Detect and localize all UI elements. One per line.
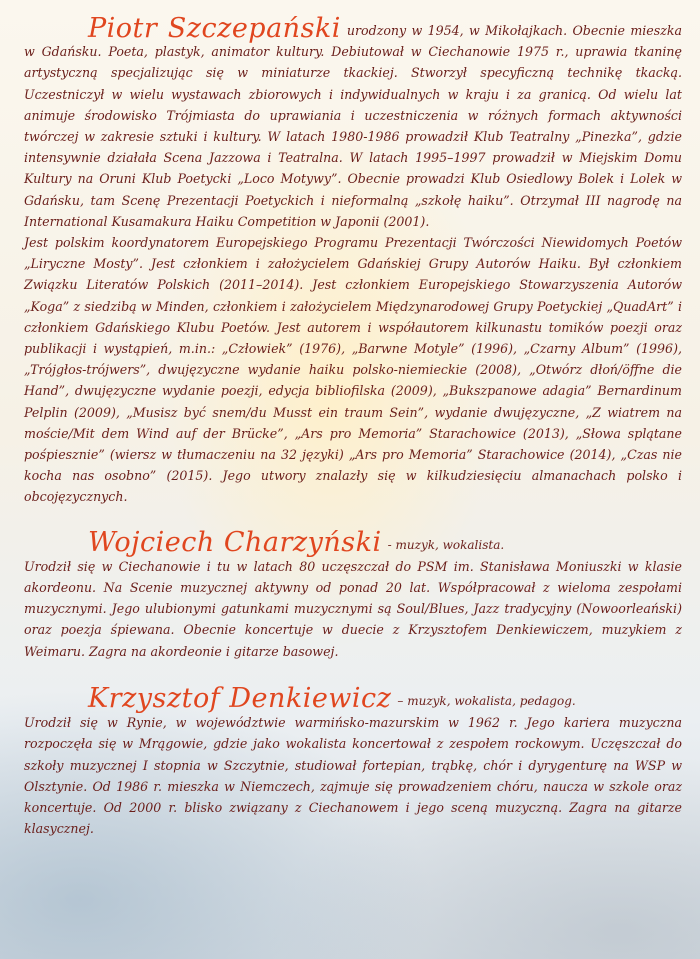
bio-piotr-szczepanski xyxy=(24,13,682,508)
person-name: Krzysztof Denkiewicz xyxy=(88,682,392,714)
bio-heading xyxy=(24,526,682,558)
bio-text: Urodził się w Rynie, w województwie warmińsko-mazurskim w 1962 r. Jego kariera muzyczna rozpoczęła się w Mrągowie, gdzie jako wokalista koncertował z zespołem rockowym. Uczęszczał do szkoły muzycznej I stopnia w Szczytnie, studiował fortepian, trąbkę, chór i dyrygenturę na WSP w Olsztynie. Od 1986 r. mieszka w Niemczech, zajmuje się prowadzeniem chóru, naucza w szkole oraz koncertuje. Od 2000 r. blisko związany z Ciechanowem i jego sceną muzyczną. Zagra na gitarze klasycznej. xyxy=(24,715,682,837)
person-name: Wojciech Charzyński xyxy=(88,526,382,558)
bio-heading xyxy=(24,682,682,714)
bio-krzysztof-denkiewicz xyxy=(24,682,682,839)
person-role: – muzyk, wokalista, pedagog. xyxy=(397,693,576,708)
bio-text: urodzony w 1954, w Mikołajkach. Obecnie mieszka w Gdańsku. Poeta, plastyk, animator kultury. Debiutował w Ciechanowie 1975 r., uprawia tkaninę artystyczną specjalizując się w miniaturze tkackiej. Stworzył specyficzną technikę tkacką. Uczestniczył w wielu wystawach zbiorowych i indywidualnych w kraju i za granicą. Od wielu lat animuje środowisko Trójmiasta do uprawiania i uczestniczenia w różnych formach aktywności twórczej w zakresie sztuki i kultury. W latach 1980-1986 prowadził Klub Teatralny „Pinezka”, gdzie intensywnie działała Scena Jazzowa i Teatralna. W latach 1995–1997 prowadził w Miejskim Domu Kultury na Oruni Klub Poetycki „Loco Motywy”. Obecnie prowadzi Klub Osiedlowy Bolek i Lolek w Gdańsku, tam Scenę Prezentacji Poetyckich i nieformalną „szkołę haiku”. Otrzymał III nagrodę na International Kusamakura Haiku Competition w Japonii (2001). xyxy=(24,23,682,229)
document-body xyxy=(24,13,682,839)
bio-paragraph-2: Jest polskim koordynatorem Europejskiego Programu Prezentacji Twórczości Niewidomych Poetów „Liryczne Mosty”. Jest członkiem i założycielem Gdańskiej Grupy Autorów Haiku. Był członkiem Związku Literatów Polskich (2011–2014). Jest członkiem Europejskiego Stowarzyszenia Autorów „Koga” z siedzibą w Minden, członkiem i założycielem Międzynarodowej Grupy Poetyckiej „QuadArt” i członkiem Gdańskiego Klubu Poetów. Jest autorem i współautorem kilkunastu tomików poezji oraz publikacji i wystąpień, m.in.: „Człowiek” (1976), „Barwne Motyle” (1996), „Czarny Album” (1996), „Trójgłos-trójwers”, dwujęzyczne wydanie haiku polsko-niemieckie (2008), „Otwórz dłoń/öffne die Hand”, dwujęzyczne wydanie poezji, edycja bibliofilska (2009), „Bukszpanowe adagia” Bernardinum Pelplin (2009), „Musisz być snem/du Musst ein traum Sein”, wydanie dwujęzyczne, „Z wiatrem na moście/Mit dem Wind auf der Brücke”, „Ars pro Memoria” Starachowice (2013), „Słowa splątane pośpiesznie” (wiersz w tłumaczeniu na 32 języki) „Ars pro Memoria” Starachowice (2014), „Czas nie kocha nas osobno” (2015). Jego utwory znalazły się w kilkudziesięciu almanachach polsko i obcojęzycznych. xyxy=(24,235,682,505)
person-name: Piotr Szczepański xyxy=(88,13,341,44)
bio-text: Urodził się w Ciechanowie i tu w latach 80 uczęszczał do PSM im. Stanisława Moniuszki w klasie akordeonu. Na Scenie muzycznej aktywny od ponad 20 lat. Współpracował z wieloma zespołami muzycznymi. Jego ulubionymi gatunkami muzycznymi są Soul/Blues, Jazz tradycyjny (Nowoorleański) oraz poezja śpiewana. Obecnie koncertuje w duecie z Krzysztofem Denkiewiczem, muzykiem z Weimaru. Zagra na akordeonie i gitarze basowej. xyxy=(24,558,682,659)
person-role: - muzyk, wokalista. xyxy=(387,537,505,552)
bio-paragraph-1 xyxy=(24,13,682,232)
bio-wojciech-charzynski xyxy=(24,526,682,662)
